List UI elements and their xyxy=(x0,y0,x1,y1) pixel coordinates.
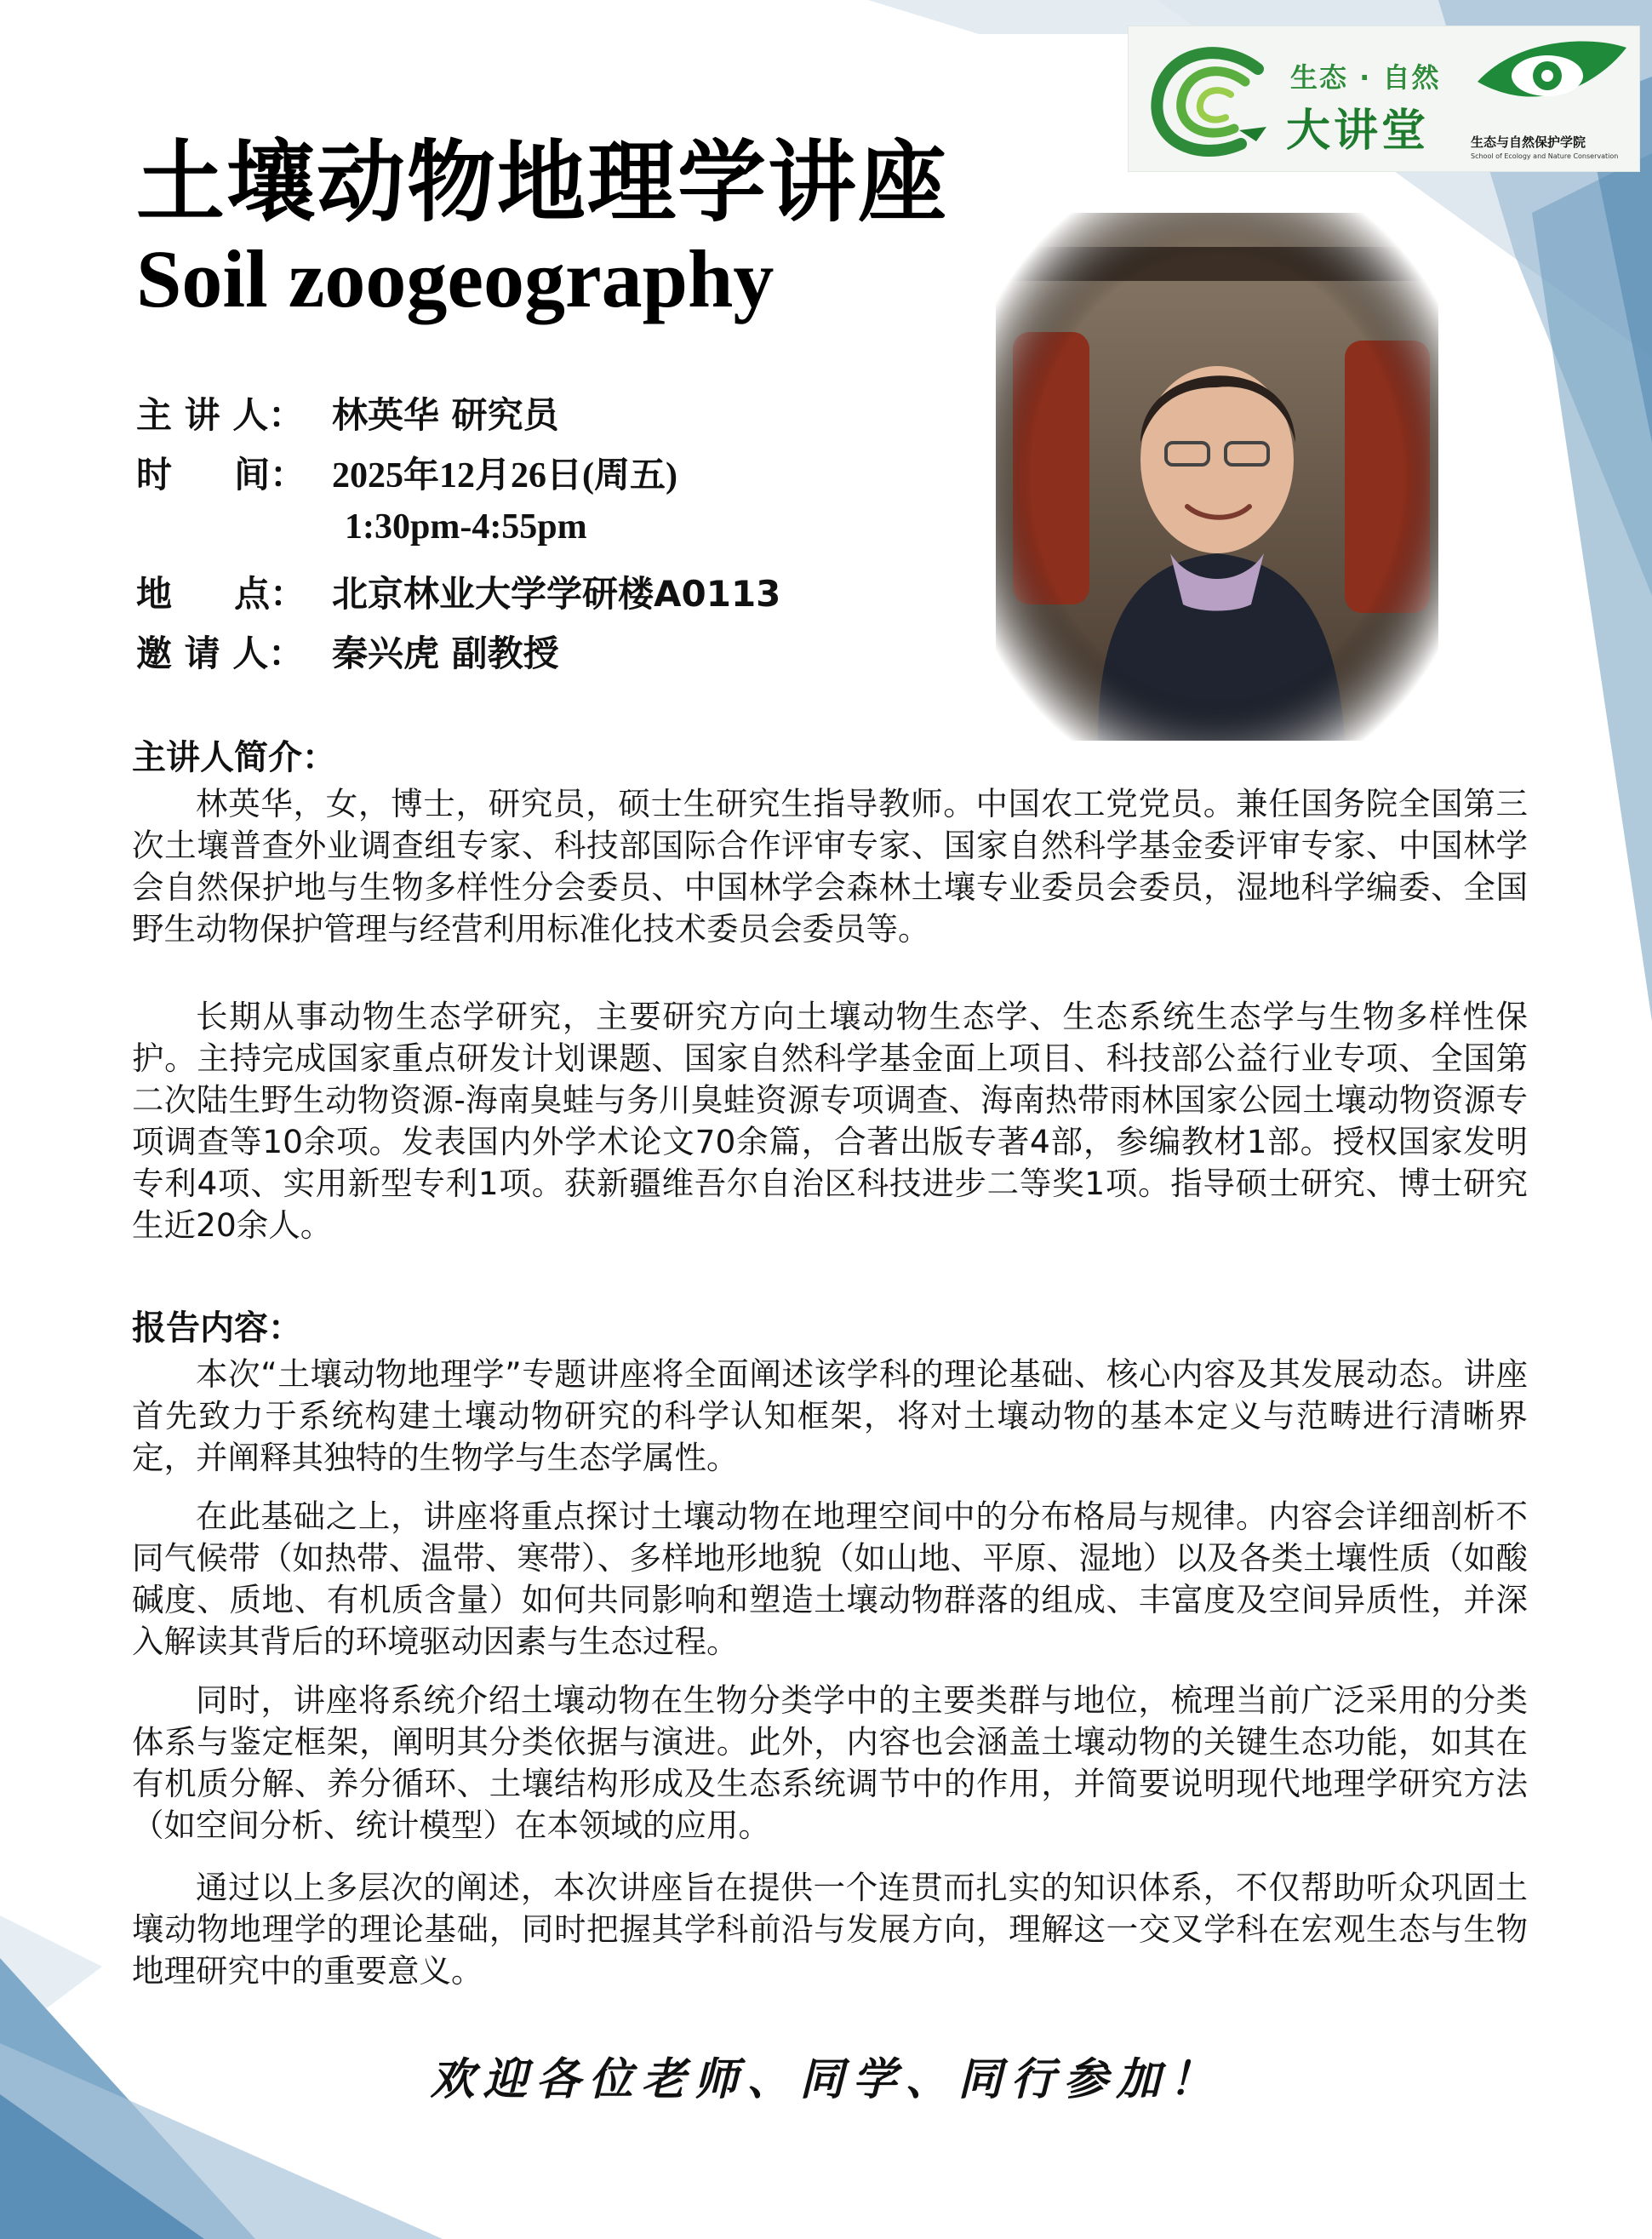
time-row xyxy=(136,447,677,498)
school-name-cn: 生态与自然保护学院 xyxy=(1471,135,1586,150)
lecture-series-logo xyxy=(1128,26,1640,172)
time-label: 时 间： xyxy=(136,454,306,495)
bio-paragraph-1: 林英华，女，博士，研究员，硕士生研究生指导教师。中国农工党党员。兼任国务院全国第三次土壤普查外业调查组专家、科技部国际合作评审专家、国家自然科学基金委评审专家、中国林学会自然保护地与生物多样性分会委员、中国林学会森林土壤专业委员会委员，湿地科学编委、全国野生动物保护管理与经营利用标准化技术委员会委员等。 xyxy=(132,785,1528,948)
host-value: 秦兴虎 副教授 xyxy=(332,633,559,674)
speaker-row xyxy=(136,387,559,438)
page-title-cn: 土壤动物地理学讲座 xyxy=(136,130,949,234)
place-value: 北京林业大学学研楼A0113 xyxy=(332,573,781,615)
host-label: 邀 请 人： xyxy=(136,633,305,674)
place-row xyxy=(136,566,780,617)
report-heading: 报告内容： xyxy=(132,1308,302,1348)
series-main-text: 大讲堂 xyxy=(1286,106,1430,157)
report-paragraph-1: 本次“土壤动物地理学”专题讲座将全面阐述该学科的理论基础、核心内容及其发展动态。讲座首先致力于系统构建土壤动物研究的科学认知框架，将对土壤动物的基本定义与范畴进行清晰界定，并阐释其独特的生物学与生态学属性。 xyxy=(132,1355,1528,1476)
place-label: 地 点： xyxy=(136,573,306,615)
speaker-value: 林英华 研究员 xyxy=(332,394,559,436)
swirl-logo-icon xyxy=(1139,35,1283,163)
host-row xyxy=(136,626,559,677)
speaker-photo xyxy=(996,213,1438,741)
school-name-en: School of Ecology and Nature Conservation xyxy=(1471,152,1619,160)
school-eye-logo-icon xyxy=(1469,35,1631,120)
series-top-text: 生态 · 自然 xyxy=(1290,61,1441,94)
welcome-closing: 欢迎各位老师、同学、同行参加！ xyxy=(430,2053,1222,2105)
speaker-label: 主 讲 人： xyxy=(136,394,305,436)
date-value: 2025年12月26日(周五) xyxy=(332,456,677,495)
bio-paragraph-2: 长期从事动物生态学研究，主要研究方向土壤动物生态学、生态系统生态学与生物多样性保护。主持完成国家重点研发计划课题、国家自然科学基金面上项目、科技部公益行业专项、全国第二次陆生野生动物资源-海南臭蛙与务川臭蛙资源专项调查、海南热带雨林国家公园土壤动物资源专项调查等10余项。发表国内外学术论文70余篇，合著出版专著4部，参编教材1部。授权国家发明专利4项、实用新型专利1项。获新疆维吾尔自治区科技进步二等奖1项。指导硕士研究、博士研究生近20余人。 xyxy=(132,998,1528,1244)
page-title-en: Soil zoogeography xyxy=(136,233,775,324)
report-paragraph-3: 同时，讲座将系统介绍土壤动物在生物分类学中的主要类群与地位，梳理当前广泛采用的分类体系与鉴定框架，阐明其分类依据与演进。此外，内容也会涵盖土壤动物的关键生态功能，如其在有机质分解、养分循环、土壤结构形成及生态系统调节中的作用，并简要说明现代地理学研究方法（如空间分析、统计模型）在本领域的应用。 xyxy=(132,1681,1528,1844)
bio-heading: 主讲人简介： xyxy=(132,738,336,777)
report-paragraph-2: 在此基础之上，讲座将重点探讨土壤动物在地理空间中的分布格局与规律。内容会详细剖析不同气候带（如热带、温带、寒带）、多样地形地貌（如山地、平原、湿地）以及各类土壤性质（如酸碱度、质地、有机质含量）如何共同影响和塑造土壤动物群落的组成、丰富度及空间异质性，并深入解读其背后的环境驱动因素与生态过程。 xyxy=(132,1497,1528,1660)
report-paragraph-4: 通过以上多层次的阐述，本次讲座旨在提供一个连贯而扎实的知识体系，不仅帮助听众巩固土壤动物地理学的理论基础，同时把握其学科前沿与发展方向，理解这一交叉学科在宏观生态与生物地理研究中的重要意义。 xyxy=(132,1869,1528,1990)
hours-value: 1:30pm-4:55pm xyxy=(345,507,587,547)
